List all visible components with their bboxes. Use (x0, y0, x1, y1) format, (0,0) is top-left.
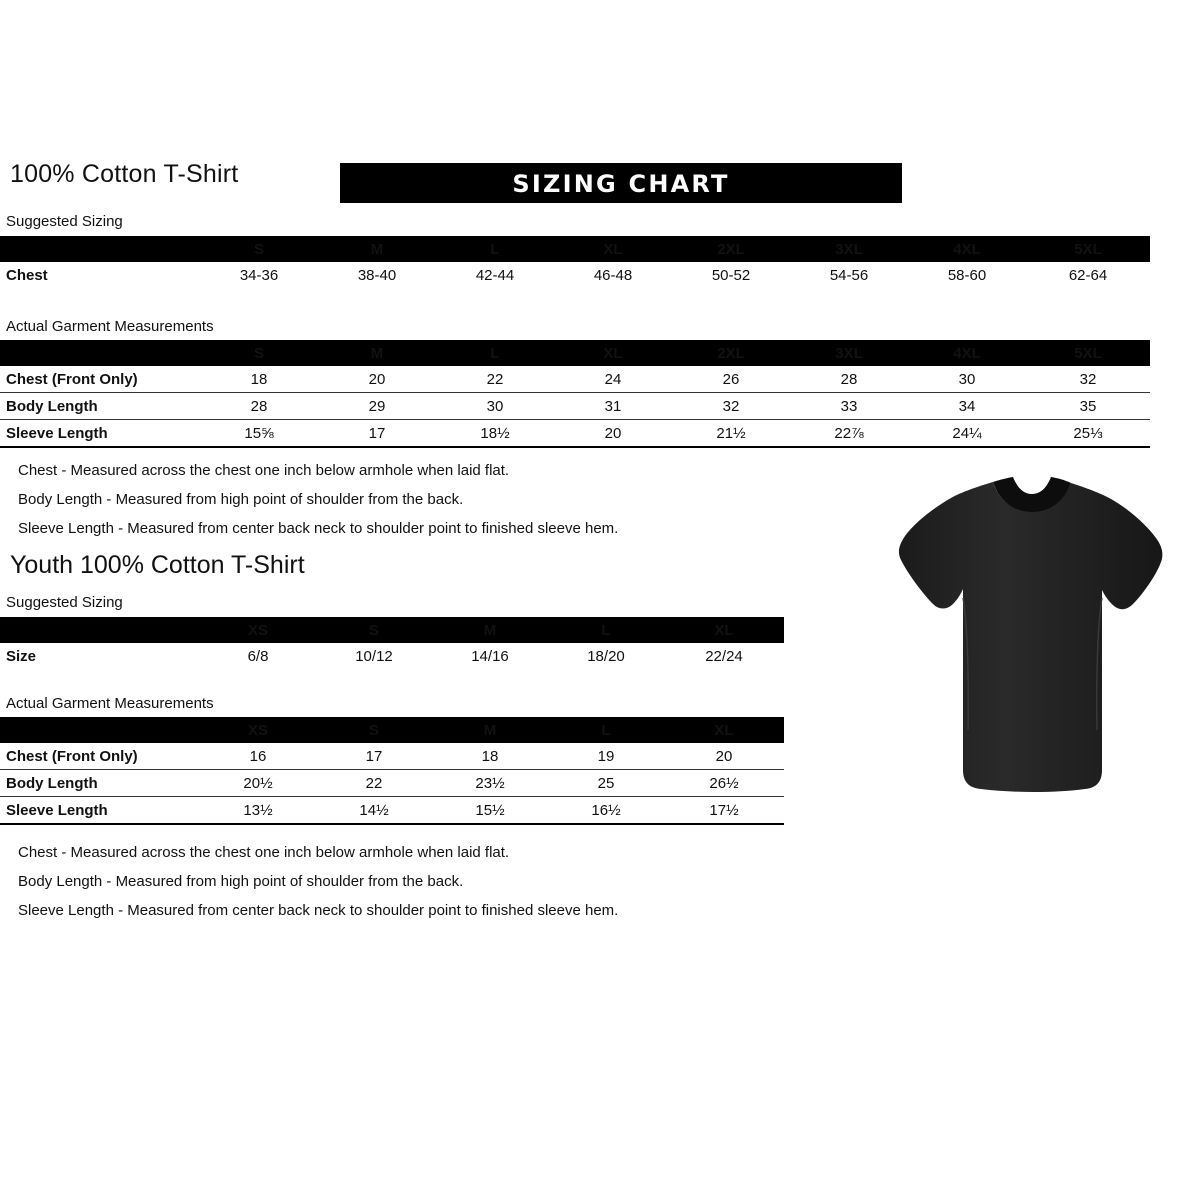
col-head-2: S (368, 621, 379, 639)
table-row (0, 366, 1150, 393)
cell: 18½ (436, 420, 554, 448)
adult-note-body-length: Body Length - Measured from high point of shoulder from the back. (18, 491, 464, 508)
youth-actual-label: Actual Garment Measurements (6, 695, 214, 712)
col-head-3: M (483, 721, 497, 739)
cell: 21½ (672, 420, 790, 448)
col-head-3: L (490, 344, 500, 362)
cell: 17½ (664, 797, 784, 825)
cell: 46-48 (593, 266, 633, 284)
cell: 28 (790, 366, 908, 393)
cell: 20 (554, 420, 672, 448)
cell: 18/20 (587, 647, 625, 665)
youth-suggested-table (0, 617, 784, 669)
cell: 33 (790, 393, 908, 420)
cell: 23½ (432, 770, 548, 797)
table-row (0, 770, 784, 797)
col-head-1: XS (247, 721, 268, 739)
col-head-4: XL (603, 240, 623, 258)
row-label: Body Length (0, 393, 200, 420)
cell: 15½ (432, 797, 548, 825)
youth-title: Youth 100% Cotton T-Shirt (10, 551, 305, 579)
col-head-8: 5XL (1074, 240, 1102, 258)
youth-note-body-length: Body Length - Measured from high point of shoulder from the back. (18, 873, 464, 890)
table-row (0, 262, 1150, 288)
row-label: Chest (6, 266, 48, 284)
col-head-5: 2XL (717, 240, 745, 258)
cell: 22 (436, 366, 554, 393)
cell: 26½ (664, 770, 784, 797)
col-head-0 (0, 717, 200, 743)
col-head-0 (0, 340, 200, 366)
adult-suggested-label: Suggested Sizing (6, 213, 123, 230)
cell: 18 (200, 366, 318, 393)
cell: 10/12 (355, 647, 393, 665)
col-head-6: 3XL (835, 344, 863, 362)
cell: 26 (672, 366, 790, 393)
cell: 15⅝ (200, 420, 318, 448)
sizing-chart-banner-label: SIZING CHART (512, 170, 730, 198)
cell: 19 (548, 743, 664, 770)
page-title: 100% Cotton T-Shirt (10, 160, 239, 188)
cell: 17 (318, 420, 436, 448)
col-head-4: XL (603, 344, 623, 362)
youth-note-sleeve-length: Sleeve Length - Measured from center back neck to shoulder point to finished sleeve hem. (18, 902, 619, 919)
col-head-3: M (483, 621, 497, 639)
cell: 54-56 (829, 266, 869, 284)
col-head-2: M (370, 240, 384, 258)
col-head-0 (0, 236, 200, 262)
col-head-4: L (601, 621, 611, 639)
col-head-0 (0, 617, 200, 643)
sizing-chart-banner (340, 163, 902, 203)
cell: 20 (318, 366, 436, 393)
cell: 22/24 (705, 647, 743, 665)
cell: 29 (318, 393, 436, 420)
col-head-3: L (490, 240, 500, 258)
cell: 22 (316, 770, 432, 797)
cell: 34-36 (239, 266, 279, 284)
cell: 24 (554, 366, 672, 393)
table-row (0, 743, 784, 770)
table-row (0, 393, 1150, 420)
cell: 25 (548, 770, 664, 797)
col-head-2: S (368, 721, 379, 739)
cell: 17 (316, 743, 432, 770)
col-head-5: XL (714, 621, 734, 639)
col-head-2: M (370, 344, 384, 362)
youth-actual-table (0, 717, 784, 825)
cell: 31 (554, 393, 672, 420)
table-row (0, 643, 784, 669)
cell: 30 (436, 393, 554, 420)
cell: 13½ (200, 797, 316, 825)
cell: 42-44 (475, 266, 515, 284)
col-head-5: XL (714, 721, 734, 739)
cell: 18 (432, 743, 548, 770)
col-head-7: 4XL (953, 240, 981, 258)
cell: 22⅞ (790, 420, 908, 448)
table-header-row (0, 340, 1150, 366)
table-header-row (0, 617, 784, 643)
black-t-shirt-image (895, 470, 1165, 810)
adult-actual-label: Actual Garment Measurements (6, 318, 214, 335)
cell: 14½ (316, 797, 432, 825)
cell: 38-40 (357, 266, 397, 284)
table-header-row (0, 717, 784, 743)
row-label: Sleeve Length (0, 797, 200, 825)
row-label: Sleeve Length (0, 420, 200, 448)
col-head-7: 4XL (953, 344, 981, 362)
cell: 25⅓ (1026, 420, 1150, 448)
row-label: Chest (Front Only) (0, 366, 200, 393)
adult-note-sleeve-length: Sleeve Length - Measured from center back neck to shoulder point to finished sleeve hem. (18, 520, 619, 537)
table-row (0, 420, 1150, 448)
cell: 35 (1026, 393, 1150, 420)
cell: 14/16 (471, 647, 509, 665)
row-label: Body Length (0, 770, 200, 797)
col-head-8: 5XL (1074, 344, 1102, 362)
cell: 32 (672, 393, 790, 420)
cell: 24¼ (908, 420, 1026, 448)
cell: 28 (200, 393, 318, 420)
row-label: Size (6, 647, 37, 665)
cell: 20½ (200, 770, 316, 797)
col-head-4: L (601, 721, 611, 739)
table-row (0, 797, 784, 825)
cell: 58-60 (947, 266, 987, 284)
cell: 16½ (548, 797, 664, 825)
cell: 30 (908, 366, 1026, 393)
row-label: Chest (Front Only) (0, 743, 200, 770)
youth-note-chest: Chest - Measured across the chest one inch below armhole when laid flat. (18, 844, 510, 861)
col-head-1: S (253, 240, 264, 258)
col-head-5: 2XL (717, 344, 745, 362)
table-header-row (0, 236, 1150, 262)
col-head-1: S (253, 344, 264, 362)
cell: 50-52 (711, 266, 751, 284)
col-head-1: XS (247, 621, 268, 639)
adult-note-chest: Chest - Measured across the chest one inch below armhole when laid flat. (18, 462, 510, 479)
cell: 20 (664, 743, 784, 770)
cell: 6/8 (247, 647, 269, 665)
col-head-6: 3XL (835, 240, 863, 258)
cell: 16 (200, 743, 316, 770)
youth-suggested-label: Suggested Sizing (6, 594, 123, 611)
adult-actual-table (0, 340, 1150, 448)
adult-suggested-table (0, 236, 1150, 288)
cell: 62-64 (1068, 266, 1108, 284)
cell: 34 (908, 393, 1026, 420)
cell: 32 (1026, 366, 1150, 393)
